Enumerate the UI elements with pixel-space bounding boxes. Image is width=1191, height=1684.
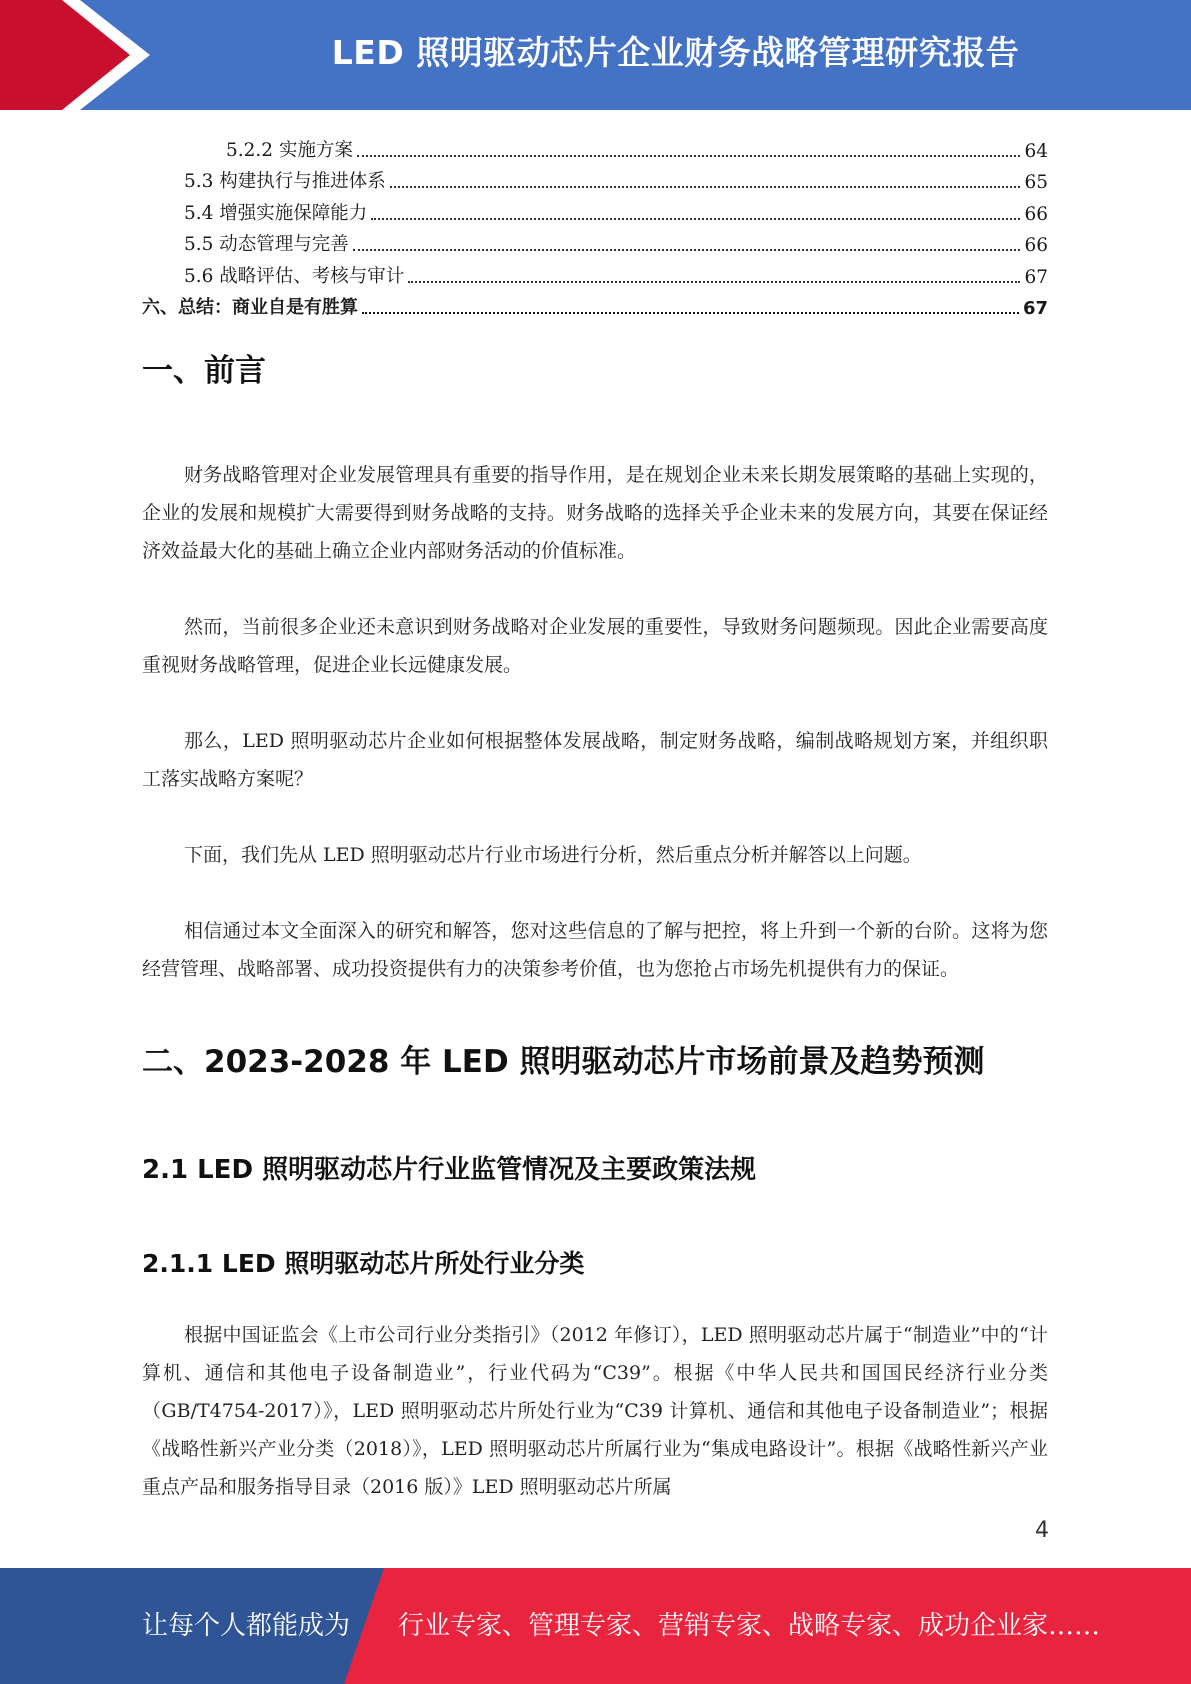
footer-banner [0,1568,1191,1684]
toc-entry-label: 5.4 增强实施保障能力 [184,202,368,224]
paragraph: 然而，当前很多企业还未意识到财务战略对企业发展的重要性，导致财务问题频现。因此企业需要高度重视财务战略管理，促进企业长远健康发展。 [142,616,1048,676]
toc-leader-dots [371,204,1020,220]
toc-entry[interactable] [142,256,1048,288]
toc-entry-label: 六、总结：商业自是有胜算 [142,297,358,318]
toc-entry-label: 5.5 动态管理与完善 [184,234,349,255]
toc-leader-dots [390,172,1021,188]
report-title: LED 照明驱动芯片企业财务战略管理研究报告 [331,33,1020,72]
main-content [142,345,1048,1506]
toc-entry-label: 5.6 战略评估、考核与审计 [184,265,405,287]
toc-entry[interactable] [142,225,1048,257]
footer-slogan-left: 让每个人都能成为 [142,1611,351,1641]
paragraph: 相信通过本文全面深入的研究和解答，您对这些信息的了解与把控，将上升到一个新的台阶。这将为您经营管理、战略部署、成功投资提供有力的决策参考价值，也为您抢占市场先机提供有力的保证。 [142,920,1048,980]
toc-entry-page: 67 [1022,298,1048,319]
toc-entry-page: 65 [1024,172,1048,193]
toc-entry[interactable] [142,130,1048,162]
paragraph: 那么，LED 照明驱动芯片企业如何根据整体发展战略，制定财务战略，编制战略规划方案，并组织职工落实战略方案呢？ [142,730,1048,790]
toc-entry-page: 66 [1024,235,1048,256]
toc-entry-page: 66 [1024,203,1048,225]
toc-entry[interactable] [142,162,1048,194]
toc-leader-dots [362,298,1019,314]
toc-entry-page: 64 [1024,140,1048,162]
toc-entry-label: 5.3 构建执行与推进体系 [184,171,386,192]
toc-leader-dots [357,141,1021,157]
toc-entry[interactable] [142,288,1048,320]
section-heading: 一、前言 [142,353,266,389]
table-of-contents [142,130,1048,319]
subsubsection-heading: 2.1.1 LED 照明驱动芯片所处行业分类 [142,1249,585,1278]
paragraph: 财务战略管理对企业发展管理具有重要的指导作用，是在规划企业未来长期发展策略的基础上实现的，企业的发展和规模扩大需要得到财务战略的支持。财务战略的选择关乎企业未来的发展方向，其要在保证经济效益最大化的基础上确立企业内部财务活动的价值标准。 [142,464,1048,562]
toc-entry-page: 67 [1024,266,1048,288]
section-heading: 二、2023-2028 年 LED 照明驱动芯片市场前景及趋势预测 [142,1044,985,1080]
page-number: 4 [1035,1518,1049,1543]
toc-entry[interactable] [142,193,1048,225]
footer-slogan-right: 行业专家、管理专家、营销专家、战略专家、成功企业家…… [398,1611,1101,1641]
paragraph: 下面，我们先从 LED 照明驱动芯片行业市场进行分析，然后重点分析并解答以上问题。 [184,844,922,866]
toc-entry-label: 5.2.2 实施方案 [226,139,353,161]
red-chevron-decoration [0,0,150,110]
header-banner [0,0,1191,110]
subsection-heading: 2.1 LED 照明驱动芯片行业监管情况及主要政策法规 [142,1155,757,1185]
toc-leader-dots [353,235,1021,251]
paragraph: 根据中国证监会《上市公司行业分类指引》（2012 年修订），LED 照明驱动芯片属于“制造业”中的“计算机、通信和其他电子设备制造业”，行业代码为“C39”。根据《中华人民共和国国民经济行业分类（GB/T4754-2017）》，LED 照明驱动芯片所处行业为“C39 计算机、通信和其他电子设备制造业”；根据《战略性新兴产业分类（2018）》，LED 照明驱动芯片所属行业为“集成电路设计”。根据《战略性新兴产业重点产品和服务指导目录（2016 版）》LED 照明驱动芯片所属 [142,1324,1048,1498]
toc-leader-dots [408,267,1020,283]
